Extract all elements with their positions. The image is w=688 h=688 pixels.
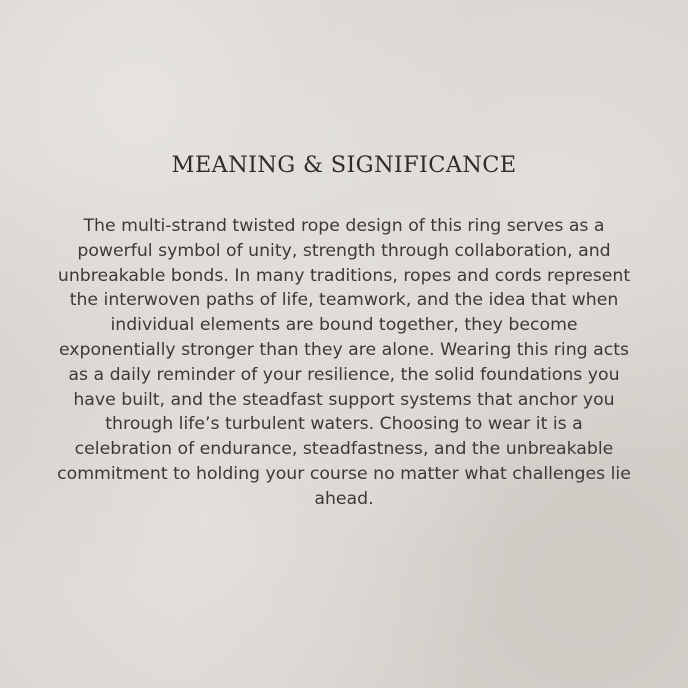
section-title: MEANING & SIGNIFICANCE: [171, 152, 517, 178]
section-body-text: The multi-strand twisted rope design of this ring serves as a powerful symbol of unity, strength through collaboration, and unbreakable bonds. In many traditions, ropes and cords represent the interwoven paths of life, teamwork, and the idea that when individual elements are bound together, they become exponentially stronger than they are alone. Wearing this ring acts as a daily reminder of your resilience, the solid foundations you have built, and the steadfast support systems that anchor you through life’s turbulent waters. Choosing to wear it is a celebration of endurance, steadfastness, and the unbreakable commitment to holding your course no matter what challenges lie ahead.: [57, 216, 631, 509]
